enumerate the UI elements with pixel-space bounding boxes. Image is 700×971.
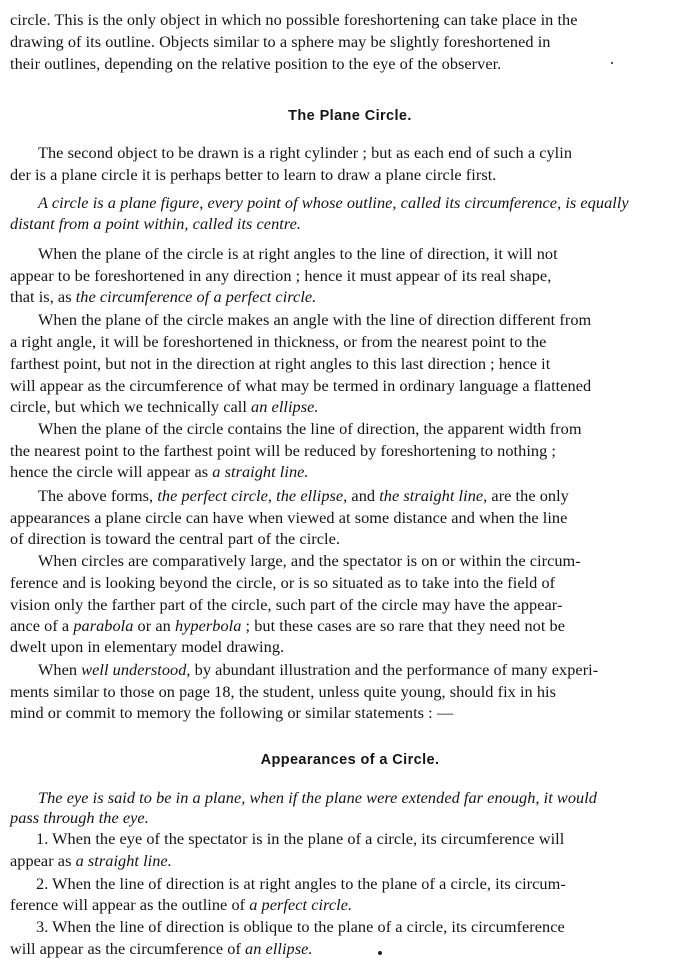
text-span: the circumference of a perfect circle. [75, 287, 317, 306]
text-span: 2. When the line of direction is at right angles to the plane of a circle, its circum- [36, 874, 566, 893]
text-span: hence the circle will appear as [10, 462, 213, 481]
text-line [10, 462, 685, 482]
text-span: an ellipse. [251, 397, 319, 416]
text-span: ments similar to those on page 18, the student, unless quite young, should fix in his [10, 682, 557, 701]
text-line [10, 354, 685, 374]
text-line [10, 332, 685, 352]
text-line [36, 874, 683, 894]
text-span: circle. This is the only object in which no possible foreshortening can take place in the [10, 10, 578, 29]
text-line [10, 10, 685, 30]
text-line [38, 551, 683, 571]
text-span: ference and is looking beyond the circle, or is so situated as to take into the field of [10, 573, 556, 592]
text-span: a straight line. [75, 851, 172, 870]
text-line [10, 376, 685, 396]
section-heading: The Plane Circle. [288, 108, 412, 124]
text-span: When the plane of the circle contains the line of direction, the apparent width from [38, 419, 582, 438]
text-line [10, 637, 685, 657]
text-line [10, 595, 685, 615]
text-span: parabola [73, 616, 134, 635]
text-span: ance of a [10, 616, 74, 635]
text-line [36, 829, 683, 849]
text-span: drawing of its outline. Objects similar to a sphere may be slightly foreshortened in [10, 32, 551, 51]
text-line [38, 660, 683, 680]
text-line [10, 397, 685, 417]
text-span: of direction is toward the central part of the circle. [10, 529, 340, 548]
text-span: distant from a point within, called its centre. [10, 214, 302, 233]
text-line [10, 441, 685, 461]
text-span: that is, as [10, 287, 76, 306]
text-line [10, 895, 685, 915]
text-line [10, 703, 685, 723]
text-line [38, 244, 683, 264]
text-span: appearances a plane circle can have when viewed at some distance and when the line [10, 508, 568, 527]
text-line [10, 529, 685, 549]
text-line [10, 573, 685, 593]
text-span: pass through the eye. [10, 808, 149, 827]
text-span: the straight line [379, 486, 484, 505]
text-line [10, 939, 685, 959]
text-span: will appear as the circumference of what may be termed in ordinary language a flattened [10, 376, 592, 395]
text-span: a right angle, it will be foreshortened in thickness, or from the nearest point to the [10, 332, 547, 351]
text-span: der is a plane circle it is perhaps better to learn to draw a plane circle first. [10, 165, 497, 184]
text-span: the perfect circle [157, 486, 268, 505]
text-line [10, 32, 685, 52]
text-span: The above forms, [38, 486, 158, 505]
text-line [38, 486, 683, 506]
text-span: 3. When the line of direction is oblique to the plane of a circle, its circumference [36, 917, 565, 936]
text-span: will appear as the circumference of [10, 939, 246, 958]
text-span: , are the only [483, 486, 569, 505]
text-line [38, 193, 683, 213]
text-span: their outlines, depending on the relative position to the eye of the observer. [10, 54, 502, 73]
text-line [10, 808, 685, 828]
text-span: ference will appear as the outline of [10, 895, 250, 914]
text-line [10, 508, 685, 528]
text-span: 1. When the eye of the spectator is in the plane of a circle, its circumference will [36, 829, 565, 848]
text-line [38, 419, 683, 439]
text-span: The eye is said to be in a plane, when if the plane were extended far enough, it would [38, 788, 597, 807]
text-line [10, 214, 685, 234]
text-line [10, 851, 685, 871]
text-span: appear as [10, 851, 76, 870]
text-line [36, 917, 683, 937]
text-span: vision only the farther part of the circle, such part of the circle may have the appear- [10, 595, 563, 614]
text-span: or an [133, 616, 175, 635]
text-span: the nearest point to the farthest point will be reduced by foreshortening to nothing ; [10, 441, 556, 460]
text-span: When the plane of the circle makes an angle with the line of direction different from [38, 310, 592, 329]
text-span: a straight line. [212, 462, 309, 481]
text-span: , and [343, 486, 380, 505]
text-line [10, 287, 685, 307]
text-span: When the plane of the circle is at right angles to the line of direction, it will not [38, 244, 558, 263]
text-span: dwelt upon in elementary model drawing. [10, 637, 285, 656]
text-line [10, 616, 685, 636]
text-line [38, 310, 683, 330]
print-speck [378, 951, 382, 955]
text-span: well understood [81, 660, 187, 679]
text-span: hyperbola [174, 616, 242, 635]
section-heading: Appearances of a Circle. [260, 752, 440, 768]
text-span: farthest point, but not in the direction at right angles to this last direction ; hence it [10, 354, 551, 373]
text-line [10, 682, 685, 702]
text-span: , [267, 486, 277, 505]
text-span: When circles are comparatively large, and the spectator is on or within the circum- [38, 551, 581, 570]
text-line [10, 54, 685, 74]
text-span: circle, but which we technically call [10, 397, 252, 416]
text-span: an ellipse. [245, 939, 313, 958]
text-span: the ellipse [276, 486, 344, 505]
text-span: When [38, 660, 82, 679]
print-speck [611, 62, 613, 64]
text-span: ; but these cases are so rare that they need not be [241, 616, 565, 635]
text-span: mind or commit to memory the following or similar statements : — [10, 703, 454, 722]
text-span: , by abundant illustration and the performance of many experi- [186, 660, 599, 679]
text-line [10, 165, 685, 185]
text-span: a perfect circle. [249, 895, 353, 914]
text-line [38, 143, 683, 163]
text-line [10, 266, 685, 286]
text-span: The second object to be drawn is a right cylinder ; but as each end of such a cylin [38, 143, 573, 162]
text-span: A circle is a plane figure, every point of whose outline, called its circumference, is equally [38, 193, 629, 212]
text-span: appear to be foreshortened in any direction ; hence it must appear of its real shape, [10, 266, 552, 285]
text-line [38, 788, 683, 808]
